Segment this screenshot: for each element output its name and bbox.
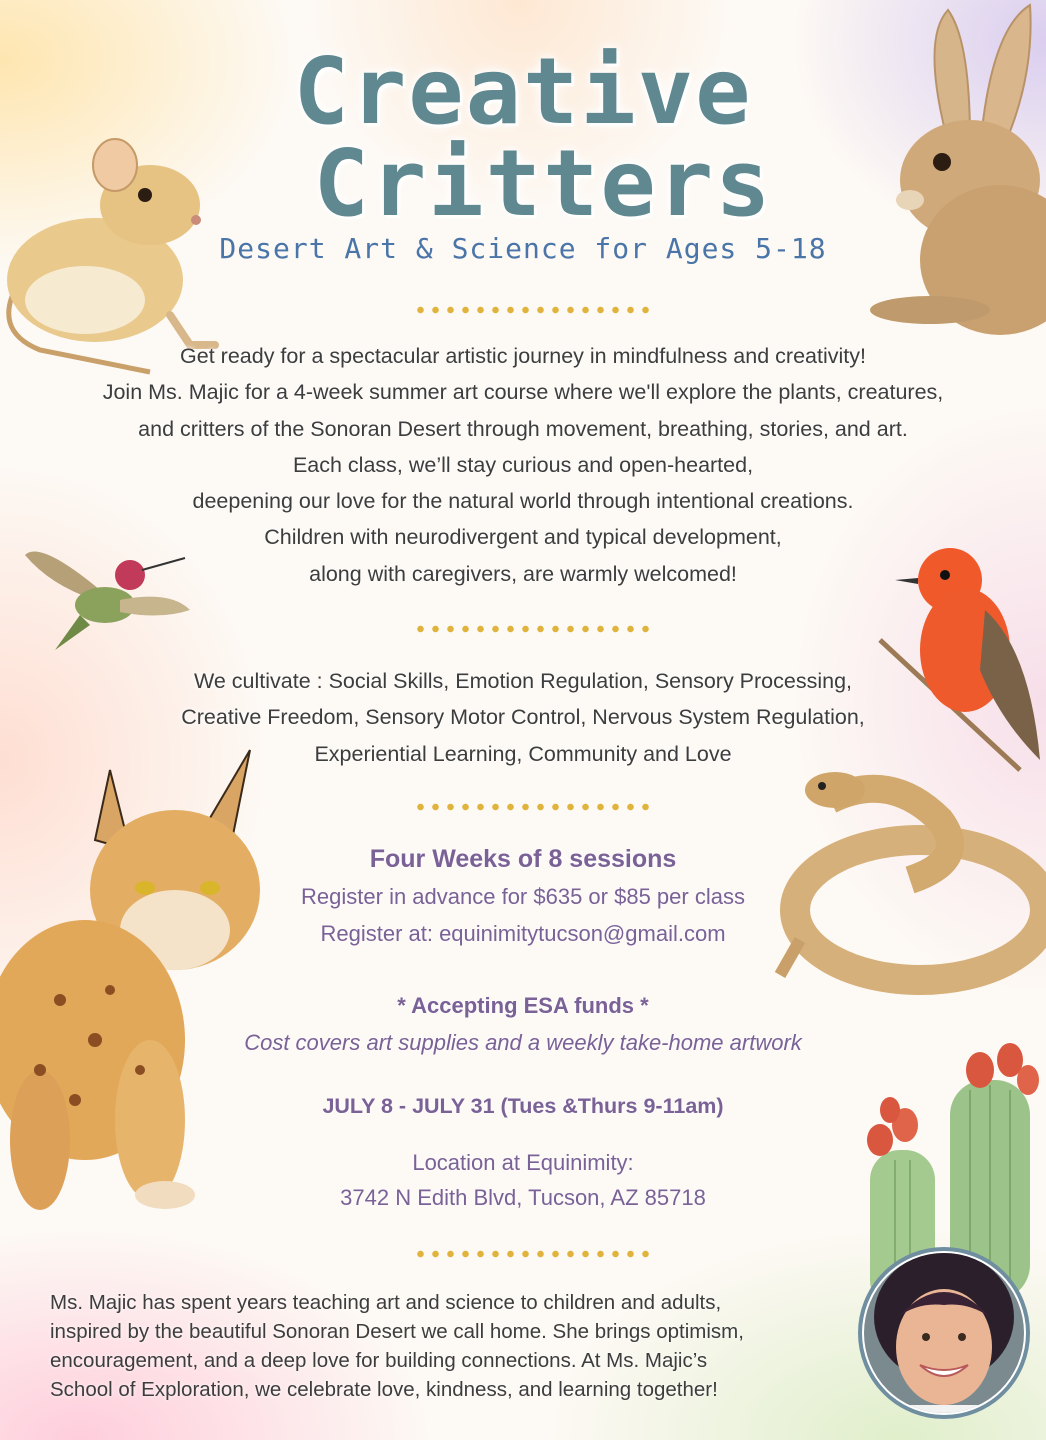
location-label: Location at Equinimity: (412, 1150, 634, 1175)
divider-dots-1 (413, 305, 653, 315)
bio-line: School of Exploration, we celebrate love, kindness, and learning together! (50, 1378, 718, 1401)
cultivate-paragraph (0, 663, 1046, 772)
ms-majic-portrait (858, 1247, 1030, 1419)
title-line-2: Critters (313, 130, 773, 237)
cultivate-line: Experiential Learning, Community and Love (314, 741, 732, 766)
divider-dots-4 (413, 1249, 653, 1259)
cost-covers-line: Cost covers art supplies and a weekly take-home artwork (244, 1030, 802, 1055)
intro-line: and critters of the Sonoran Desert through movement, breathing, stories, and art. (138, 416, 908, 441)
intro-line: Each class, we’ll stay curious and open-hearted, (292, 452, 754, 477)
intro-line: deepening our love for the natural world through intentional creations. (192, 489, 854, 514)
intro-paragraph (0, 338, 1046, 592)
bio-line: inspired by the beautiful Sonoran Desert we call home. She brings optimism, (50, 1320, 744, 1343)
title-line-1: Creative (293, 38, 753, 145)
divider-dots-2 (413, 624, 653, 634)
divider-dots-3 (413, 802, 653, 812)
bio-line: Ms. Majic has spent years teaching art and science to children and adults, (50, 1291, 722, 1314)
cultivate-line: Creative Freedom, Sensory Motor Control, Nervous System Regulation, (181, 705, 865, 730)
bio-paragraph (50, 1288, 870, 1404)
sessions-heading: Four Weeks of 8 sessions (369, 845, 677, 873)
bio-line: encouragement, and a deep love for building connections. At Ms. Majic’s (50, 1349, 708, 1372)
register-email-line: Register at: equinimitytucson@gmail.com (320, 921, 726, 946)
address-line: 3742 N Edith Blvd, Tucson, AZ 85718 (340, 1185, 706, 1210)
intro-line: Children with neurodivergent and typical development, (264, 525, 782, 550)
bobcat-illustration (0, 740, 280, 1200)
cultivate-line: We cultivate : Social Skills, Emotion Regulation, Sensory Processing, (193, 669, 853, 693)
esa-funds-line: * Accepting ESA funds * (397, 993, 649, 1018)
intro-line: Join Ms. Majic for a 4-week summer art course where we'll explore the plants, creatures, (102, 380, 944, 405)
dates-line: JULY 8 - JULY 31 (Tues &Thurs 9-11am) (322, 1094, 724, 1118)
price-line: Register in advance for $635 or $85 per class (301, 884, 745, 909)
subtitle: Desert Art & Science for Ages 5-18 (219, 232, 827, 265)
intro-line: Get ready for a spectacular artistic journey in mindfulness and creativity! (180, 344, 866, 368)
intro-line: along with caregivers, are warmly welcomed! (309, 561, 737, 586)
rattlesnake-illustration (770, 760, 1046, 990)
